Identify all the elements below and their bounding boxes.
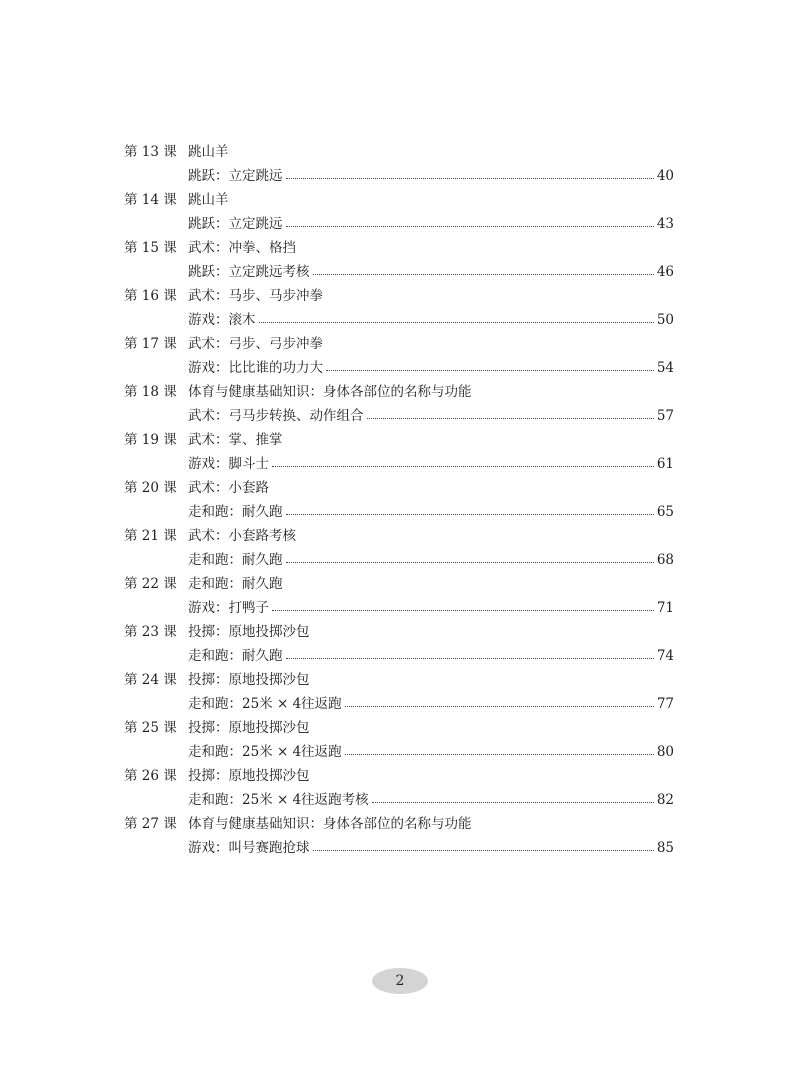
entry-title: 武术：弓马步转换、动作组合 xyxy=(188,408,364,424)
lesson-title: 跳山羊 xyxy=(188,192,229,208)
dot-leader xyxy=(326,370,654,371)
entry-title: 走和跑：耐久跑 xyxy=(188,648,283,664)
lesson-title: 武术：小套路考核 xyxy=(188,528,296,544)
entry-page-number: 65 xyxy=(656,504,674,520)
toc-entry[interactable] xyxy=(124,548,674,572)
toc-lesson xyxy=(124,428,674,476)
lesson-title: 武术：小套路 xyxy=(188,480,269,496)
lesson-number: 第 26 课 xyxy=(124,768,177,784)
lesson-number: 第 15 课 xyxy=(124,240,177,256)
lesson-title: 走和跑：耐久跑 xyxy=(188,576,283,592)
entry-page-number: 46 xyxy=(656,264,674,280)
dot-leader xyxy=(372,802,654,803)
dot-leader xyxy=(345,754,654,755)
lesson-number: 第 20 课 xyxy=(124,480,177,496)
toc-lesson xyxy=(124,716,674,764)
entry-title: 游戏：滚木 xyxy=(188,312,256,328)
toc-lesson xyxy=(124,140,674,188)
entry-title: 跳跃：立定跳远考核 xyxy=(188,264,310,280)
entry-title: 跳跃：立定跳远 xyxy=(188,168,283,184)
page-number: 2 xyxy=(395,973,405,989)
toc-entry[interactable] xyxy=(124,788,674,812)
lesson-title: 投掷：原地投掷沙包 xyxy=(188,768,310,784)
toc-entry[interactable] xyxy=(124,164,674,188)
toc-lesson xyxy=(124,332,674,380)
entry-page-number: 80 xyxy=(656,744,674,760)
page-number-badge xyxy=(372,968,428,994)
toc-lesson xyxy=(124,812,674,860)
lesson-number: 第 22 课 xyxy=(124,576,177,592)
dot-leader xyxy=(286,226,654,227)
toc-entry[interactable] xyxy=(124,644,674,668)
lesson-number: 第 25 课 xyxy=(124,720,177,736)
dot-leader xyxy=(313,274,654,275)
dot-leader xyxy=(272,610,654,611)
toc-lesson xyxy=(124,380,674,428)
lesson-title: 跳山羊 xyxy=(188,144,229,160)
toc-entry[interactable] xyxy=(124,836,674,860)
toc-lesson xyxy=(124,188,674,236)
lesson-number: 第 13 课 xyxy=(124,144,177,160)
dot-leader xyxy=(286,178,654,179)
toc-entry[interactable] xyxy=(124,308,674,332)
entry-page-number: 57 xyxy=(656,408,674,424)
lesson-number: 第 14 课 xyxy=(124,192,177,208)
dot-leader xyxy=(367,418,654,419)
toc-entry[interactable] xyxy=(124,452,674,476)
lesson-number: 第 21 课 xyxy=(124,528,177,544)
entry-page-number: 71 xyxy=(656,600,674,616)
entry-page-number: 43 xyxy=(656,216,674,232)
toc-entry[interactable] xyxy=(124,692,674,716)
toc-lesson xyxy=(124,476,674,524)
dot-leader xyxy=(286,658,654,659)
lesson-title: 体育与健康基础知识：身体各部位的名称与功能 xyxy=(188,384,472,400)
dot-leader xyxy=(313,850,654,851)
entry-title: 走和跑：耐久跑 xyxy=(188,552,283,568)
lesson-number: 第 27 课 xyxy=(124,816,177,832)
toc-entry[interactable] xyxy=(124,212,674,236)
lesson-number: 第 24 课 xyxy=(124,672,177,688)
lesson-title: 投掷：原地投掷沙包 xyxy=(188,720,310,736)
lesson-title: 投掷：原地投掷沙包 xyxy=(188,624,310,640)
dot-leader xyxy=(286,514,654,515)
entry-title: 游戏：打鸭子 xyxy=(188,600,269,616)
dot-leader xyxy=(272,466,654,467)
dot-leader xyxy=(286,562,654,563)
toc-entry[interactable] xyxy=(124,740,674,764)
toc-lesson xyxy=(124,236,674,284)
entry-title: 游戏：比比谁的功力大 xyxy=(188,360,323,376)
dot-leader xyxy=(345,706,654,707)
entry-page-number: 61 xyxy=(656,456,674,472)
lesson-title: 武术：弓步、弓步冲拳 xyxy=(188,336,323,352)
dot-leader xyxy=(259,322,654,323)
entry-title: 跳跃：立定跳远 xyxy=(188,216,283,232)
toc-lesson xyxy=(124,284,674,332)
entry-page-number: 50 xyxy=(656,312,674,328)
toc-lesson xyxy=(124,572,674,620)
entry-page-number: 74 xyxy=(656,648,674,664)
toc-entry[interactable] xyxy=(124,260,674,284)
lesson-number: 第 19 课 xyxy=(124,432,177,448)
toc-entry[interactable] xyxy=(124,404,674,428)
toc-entry[interactable] xyxy=(124,596,674,620)
lesson-number: 第 17 课 xyxy=(124,336,177,352)
lesson-title: 体育与健康基础知识：身体各部位的名称与功能 xyxy=(188,816,472,832)
entry-title: 走和跑：25米 × 4往返跑考核 xyxy=(188,792,369,808)
lesson-title: 武术：冲拳、格挡 xyxy=(188,240,296,256)
entry-page-number: 85 xyxy=(656,840,674,856)
entry-page-number: 77 xyxy=(656,696,674,712)
lesson-number: 第 16 课 xyxy=(124,288,177,304)
toc-lesson xyxy=(124,524,674,572)
toc-entry[interactable] xyxy=(124,500,674,524)
table-of-contents xyxy=(124,140,674,860)
lesson-title: 投掷：原地投掷沙包 xyxy=(188,672,310,688)
entry-page-number: 68 xyxy=(656,552,674,568)
entry-title: 游戏：叫号赛跑抢球 xyxy=(188,840,310,856)
lesson-number: 第 23 课 xyxy=(124,624,177,640)
lesson-title: 武术：掌、推掌 xyxy=(188,432,283,448)
toc-lesson xyxy=(124,620,674,668)
entry-title: 游戏：脚斗士 xyxy=(188,456,269,472)
entry-page-number: 40 xyxy=(656,168,674,184)
toc-lesson xyxy=(124,668,674,716)
toc-entry[interactable] xyxy=(124,356,674,380)
lesson-number: 第 18 课 xyxy=(124,384,177,400)
toc-lesson xyxy=(124,764,674,812)
entry-title: 走和跑：25米 × 4往返跑 xyxy=(188,744,342,760)
entry-page-number: 54 xyxy=(656,360,674,376)
entry-title: 走和跑：25米 × 4往返跑 xyxy=(188,696,342,712)
entry-page-number: 82 xyxy=(656,792,674,808)
entry-title: 走和跑：耐久跑 xyxy=(188,504,283,520)
lesson-title: 武术：马步、马步冲拳 xyxy=(188,288,323,304)
